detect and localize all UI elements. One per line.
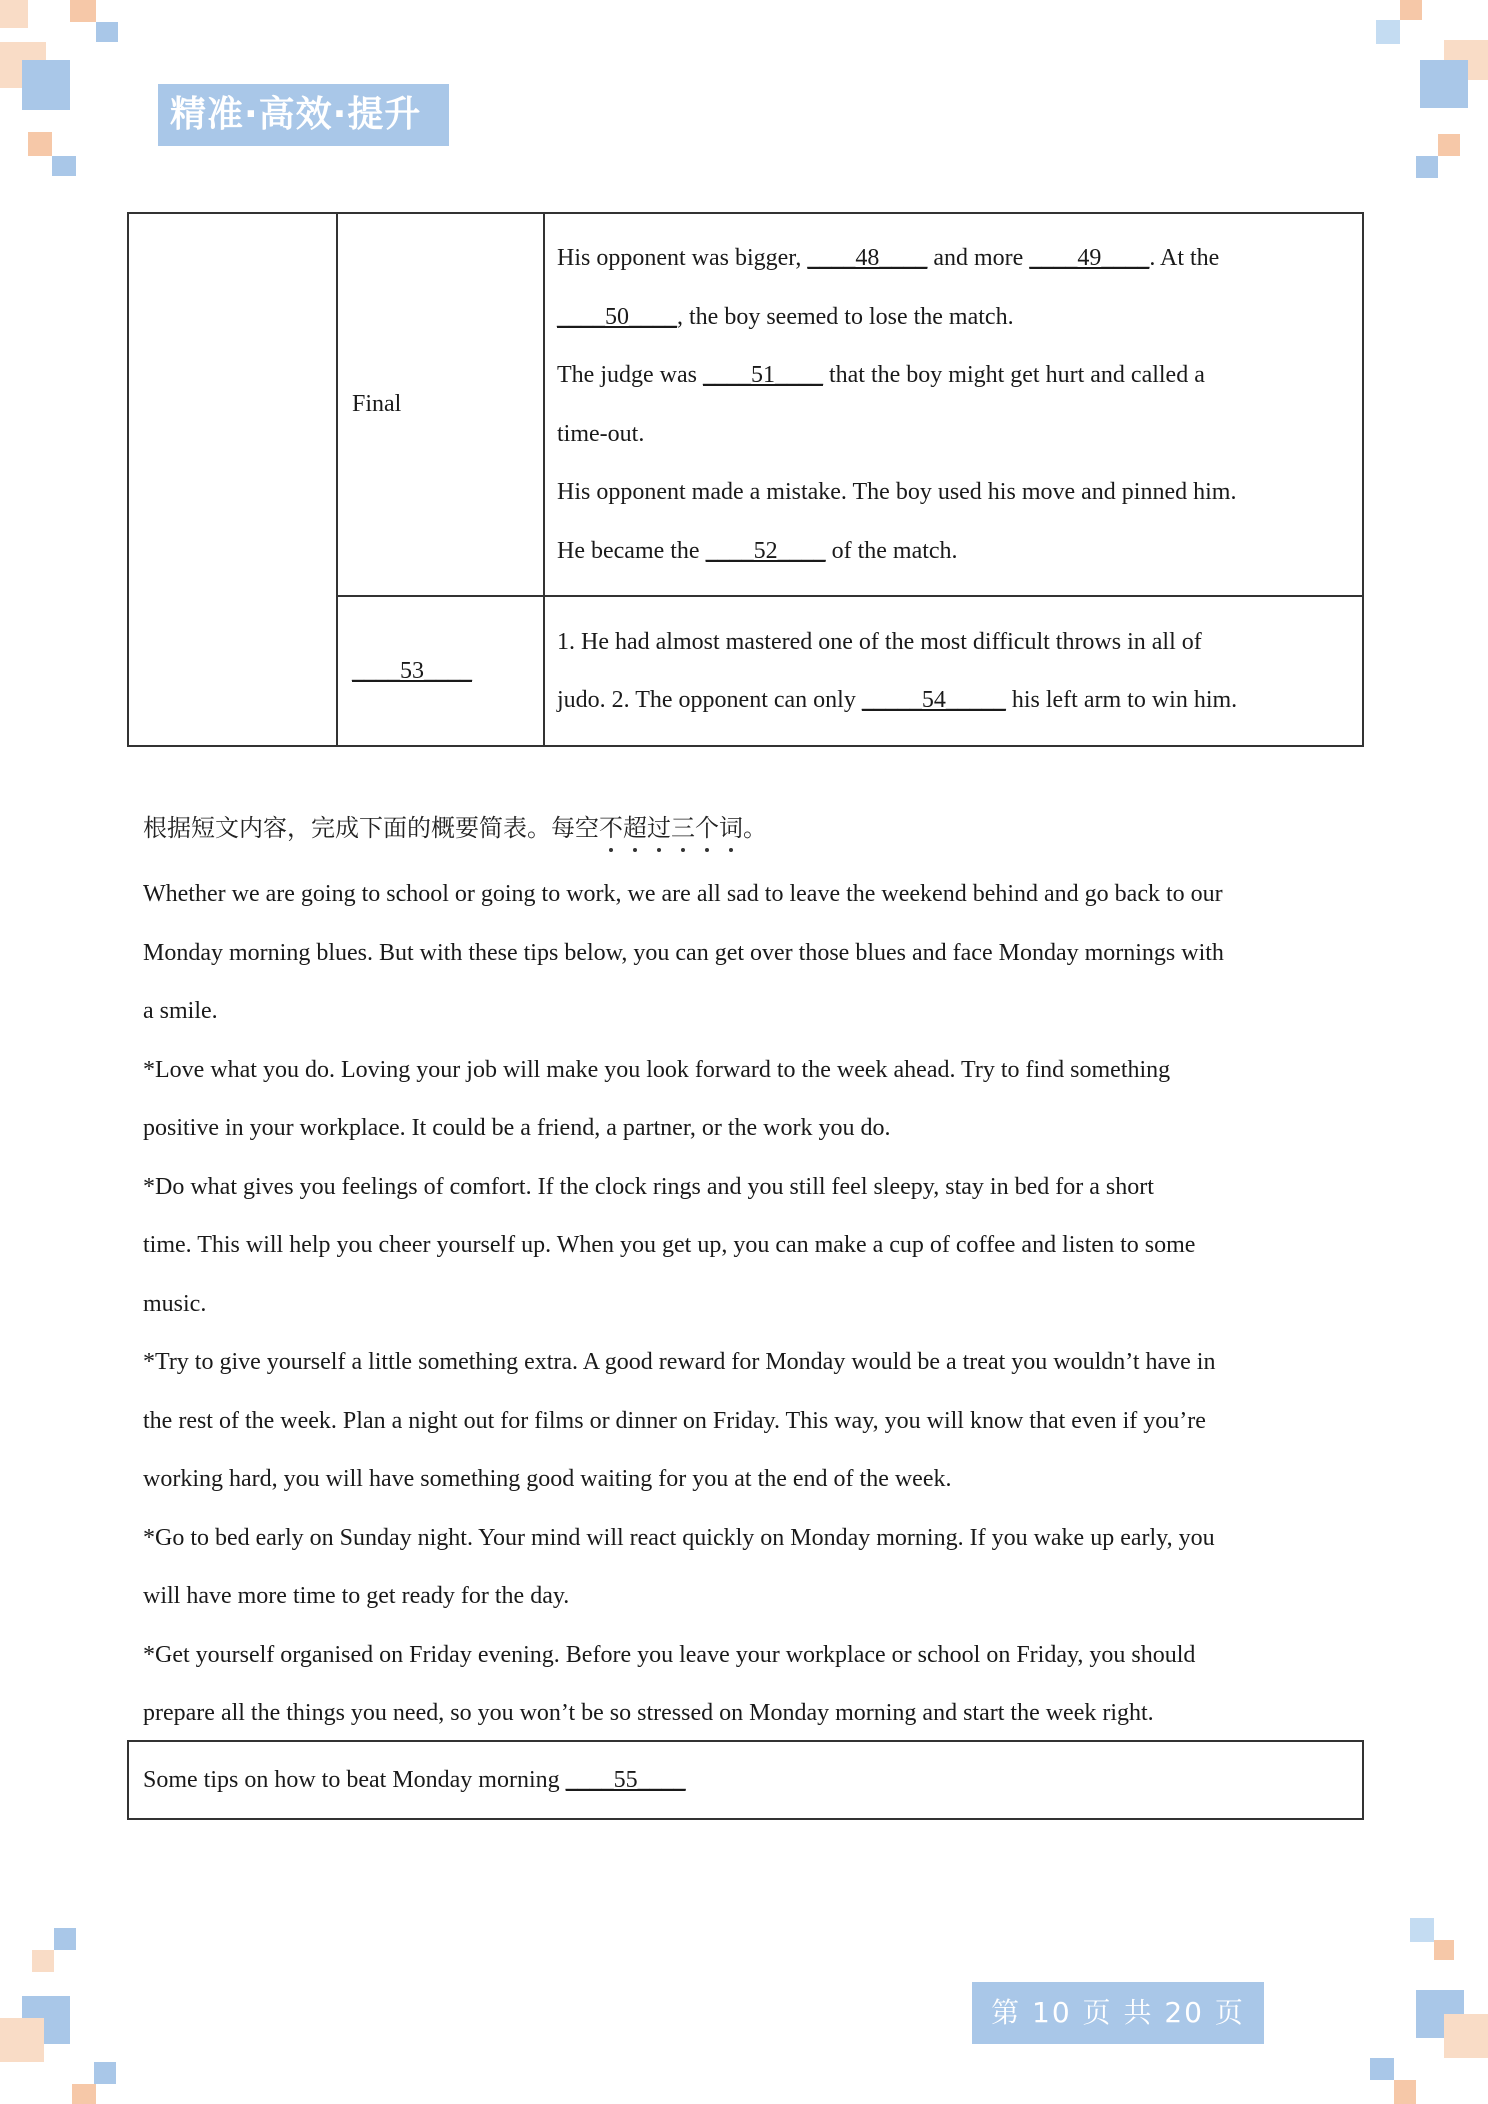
brand-banner: 精准·高效·提升 (158, 84, 449, 146)
decor-square (96, 22, 118, 42)
passage (143, 865, 1363, 1743)
summary-table (127, 212, 1364, 747)
decor-square (0, 0, 28, 28)
passage-line: time. This will help you cheer yourself up. When you get up, you can make a cup of coffee and listen to some (143, 1232, 1196, 1258)
instruction-text: 。 (743, 814, 767, 842)
table-line: time-out. (557, 420, 645, 447)
decor-square (32, 1950, 54, 1972)
passage-line: *Do what gives you feelings of comfort. If the clock rings and you still feel sleepy, stay in bed for a short (143, 1173, 1154, 1200)
decor-square (1400, 0, 1422, 20)
decor-square (1370, 2058, 1394, 2080)
decor-square (52, 156, 76, 176)
summary-title: Some tips on how to beat Monday morning (143, 1767, 566, 1793)
table-line: 1. He had almost mastered one of the most difficult throws in all of (557, 628, 1202, 655)
instruction (143, 808, 767, 843)
blank-53[interactable]: ____53____ (352, 657, 472, 684)
decor-square (1416, 156, 1438, 178)
instruction-text: 根据短文内容，完成下面的概要简表。每空 (143, 814, 599, 842)
passage-line: music. (143, 1290, 207, 1317)
passage-line: the rest of the week. Plan a night out for films or dinner on Friday. This way, you will know that even if you’re (143, 1407, 1206, 1434)
decor-square (28, 132, 52, 156)
decor-square (54, 1928, 76, 1950)
page-number: 第 10 页 共 20 页 (972, 1982, 1264, 2044)
emphasis-char: 不 (599, 814, 623, 842)
emphasis-char: 过 (647, 814, 671, 842)
decor-square (0, 2018, 44, 2062)
summary-box (127, 1740, 1364, 1820)
passage-line: *Go to bed early on Sunday night. Your mind will react quickly on Monday morning. If you wake up early, you (143, 1524, 1215, 1551)
text: his left arm to win him. (1005, 687, 1238, 713)
text: judo. 2. The opponent can only (557, 687, 862, 713)
decor-square (1444, 2014, 1488, 2058)
decor-square (1394, 2080, 1416, 2104)
passage-line: Whether we are going to school or going to work, we are all sad to leave the weekend behind and go back to our (143, 881, 1223, 907)
emphasis-char: 三 (671, 814, 695, 842)
passage-line: Monday morning blues. But with these tips below, you can get over those blues and face Monday mornings with (143, 939, 1224, 966)
empty-cell (128, 213, 337, 746)
emphasis-char: 词 (719, 814, 743, 842)
passage-line: *Try to give yourself a little something extra. A good reward for Monday would be a treat you wouldn’t have in (143, 1349, 1216, 1375)
passage-line: prepare all the things you need, so you won’t be so stressed on Monday morning and start the week right. (143, 1700, 1154, 1726)
text: . At the (1149, 245, 1220, 271)
reason-content-cell (544, 596, 1363, 746)
passage-line: positive in your workplace. It could be a friend, a partner, or the work you do. (143, 1115, 891, 1141)
blank-49[interactable]: ____49____ (1029, 245, 1150, 271)
passage-line: a smile. (143, 998, 218, 1024)
decor-square (1438, 134, 1460, 156)
passage-line: working hard, you will have something good waiting for you at the end of the week. (143, 1466, 952, 1492)
decor-square (1420, 60, 1468, 108)
text: that the boy might get hurt and called a (822, 362, 1205, 388)
blank-52[interactable]: ____52____ (705, 537, 826, 564)
stage-label-final: Final (337, 213, 544, 596)
text: His opponent was bigger, (557, 245, 808, 271)
text: The judge was (557, 362, 703, 388)
decor-square (1434, 1940, 1454, 1960)
table-line (557, 229, 1352, 288)
text: and more (927, 245, 1030, 271)
table-line (557, 671, 1352, 730)
text: , the boy seemed to lose the match. (677, 303, 1014, 330)
emphasis-char: 个 (695, 814, 719, 842)
table-line (557, 522, 1352, 581)
passage-line: will have more time to get ready for the day. (143, 1583, 570, 1609)
table-line: His opponent made a mistake. The boy used his move and pinned him. (557, 479, 1237, 505)
decor-square (22, 60, 70, 110)
decor-square (1376, 20, 1400, 44)
blank-48[interactable]: ____48____ (807, 245, 928, 271)
table-line (557, 288, 1352, 347)
passage-line: *Get yourself organised on Friday evening. Before you leave your workplace or school on Friday, you should (143, 1641, 1196, 1668)
decor-square (70, 0, 96, 22)
emphasis-char: 超 (623, 814, 647, 842)
text: of the match. (825, 537, 958, 564)
decor-square (72, 2084, 96, 2104)
blank-51[interactable]: ____51____ (702, 362, 823, 388)
blank-55[interactable]: ____55____ (565, 1767, 686, 1793)
final-content-cell (544, 213, 1363, 596)
text: He became the (557, 537, 706, 564)
decor-square (1410, 1918, 1434, 1942)
instruction-emphasis (599, 814, 743, 842)
blank-50[interactable]: ____50____ (557, 303, 677, 330)
table-line (557, 346, 1352, 405)
blank-54[interactable]: _____54_____ (861, 687, 1006, 713)
decor-square (94, 2062, 116, 2084)
passage-line: *Love what you do. Loving your job will make you look forward to the week ahead. Try to find something (143, 1056, 1171, 1083)
stage-label-cell (337, 596, 544, 746)
